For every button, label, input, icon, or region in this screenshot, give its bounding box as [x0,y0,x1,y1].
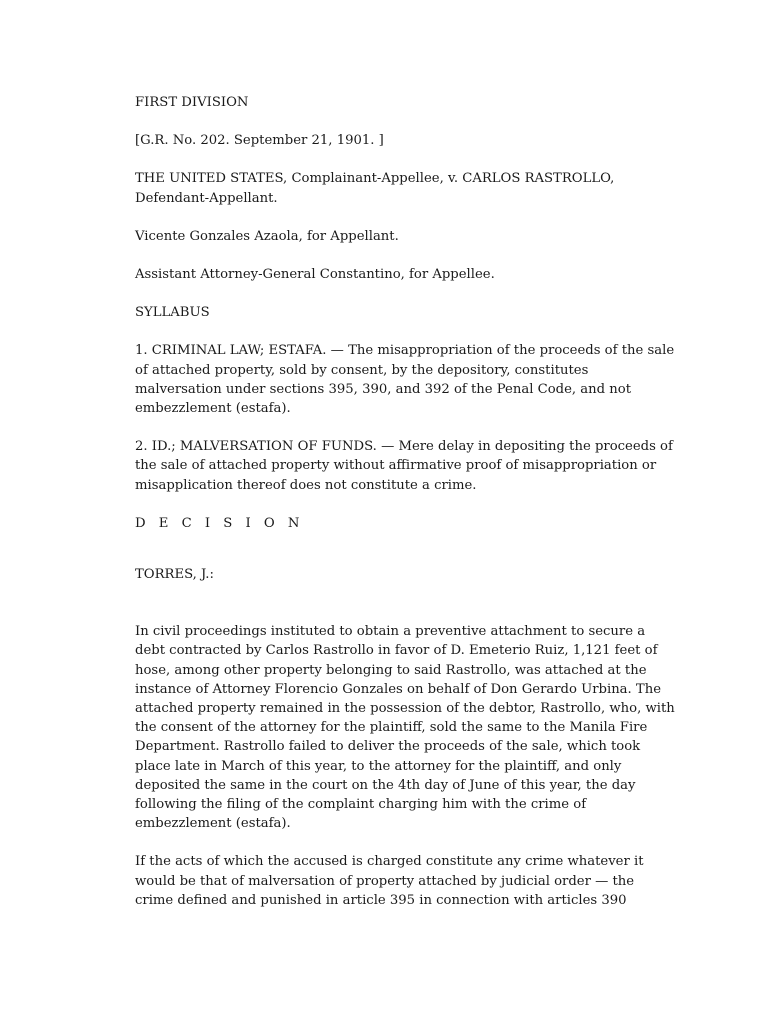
syllabus-item: 2. ID.; MALVERSATION OF FUNDS. — Mere delay in depositing the proceeds of the sale of attached property without affirmative proof of misappropriation or misapplication thereof does not constitute a crime. [135,439,673,493]
body-paragraph: In civil proceedings instituted to obtain a preventive attachment to secure a debt contracted by Carlos Rastrollo in favor of D. Emeterio Ruiz, 1,121 feet of hose, among other property belonging to said Rastrollo, was attached at the instance of Attorney Florencio Gonzales on behalf of Don Gerardo Urbina. The attached property remained in the possession of the debtor, Rastrollo, who, with the consent of the attorney for the plaintiff, sold the same to the Manila Fire Department. Rastrollo failed to deliver the proceeds of the sale, which took place late in March of this year, to the attorney for the plaintiff, and only deposited the same in the court on the 4th day of June of this year, the day following the filing of the complaint charging him with the crime of embezzlement (estafa). [135,624,675,832]
syllabus-heading: SYLLABUS [135,305,210,321]
syllabus-item: 1. CRIMINAL LAW; ESTAFA. — The misappropriation of the proceeds of the sale of attached property, sold by consent, by the depository, constitutes malversation under sections 395, 390, and 392 of the Penal Code, and not embezzlement (estafa). [135,343,675,417]
counsel-appellee: Assistant Attorney-General Constantino, for Appellee. [135,267,495,283]
document-page [135,93,675,929]
body-paragraph: If the acts of which the accused is charged constitute any crime whatever it would be that of malversation of property attached by judicial order — the crime defined and punished in article 395 in connection with articles 390 [135,854,644,908]
case-title: THE UNITED STATES, Complainant-Appellee, v. CARLOS RASTROLLO, Defendant-Appellant. [135,171,615,206]
division-heading: FIRST DIVISION [135,95,249,110]
decision-heading: D E C I S I O N [135,515,304,531]
counsel-appellant: Vicente Gonzales Azaola, for Appellant. [135,228,399,244]
case-number: [G.R. No. 202. September 21, 1901. ] [135,133,384,149]
ponente: TORRES, J.: [135,567,214,583]
